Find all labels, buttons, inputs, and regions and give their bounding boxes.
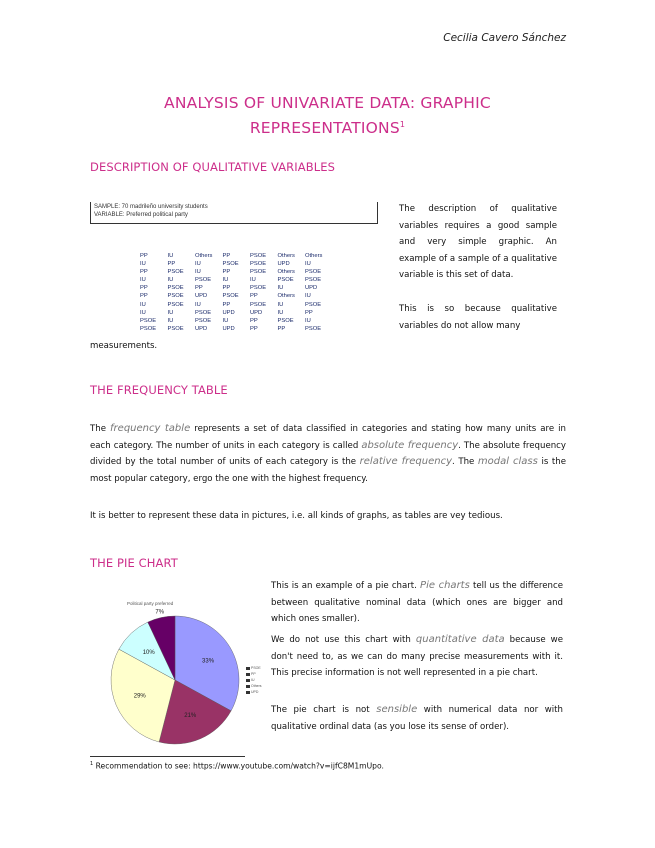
legend-swatch [246,691,250,694]
data-cell: IU [167,277,174,284]
pie-chart-graphic [95,595,265,745]
section-heading-qualitative: DESCRIPTION OF QUALITATIVE VARIABLES [90,160,335,174]
data-cell: PP [250,325,258,332]
data-row [140,276,333,284]
data-cell: Others [277,293,295,300]
term-frequency-table: frequency table [110,423,191,434]
data-cell: IU [195,301,201,308]
footnote: $^1$ Recommendation to see: https://www.youtube.com/watch?v=ijfC8M1mUpo. [90,761,384,771]
pie-paragraph-2: We do not use this chart with quantitative data because we don't need to, as we can do many precise measurements with it. This precise information is not well represented in a pie chart. [271,634,563,679]
term-absolute-frequency: absolute frequency [361,439,459,451]
data-cell: PSOE [250,261,267,268]
author-header: Cecilia Cavero Sánchez [443,32,566,44]
term-sensible: sensible [376,704,418,715]
data-cell: PP [167,261,176,268]
pie-label: 29% [133,693,146,700]
data-cell: PSOE [305,325,322,332]
data-cell: PSOE [305,269,322,276]
data-cell: IU [222,277,229,284]
data-cell: PSOE [250,285,267,292]
title-line-1: ANALYSIS OF UNIVARIATE DATA: GRAPHIC [164,94,491,112]
data-cell: PSOE [167,269,184,276]
data-cell: PP [140,269,148,276]
data-cell: UPD [195,293,208,300]
data-cell: IU [277,285,284,292]
data-cell: PSOE [195,277,212,284]
legend-swatch [246,679,250,682]
data-cell: PP [140,253,148,259]
graphs-paragraph: It is better to represent these data in pictures, i.e. all kinds of graphs, as tables are vey tedious. [90,511,503,521]
data-cell: IU [167,309,174,316]
data-cell: PSOE [140,325,157,332]
data-cell: IU [140,277,146,284]
continuation-text: measurements. [90,341,158,351]
data-cell: UPD [222,309,235,316]
data-cell: PSOE [167,325,184,332]
data-cell: PSOE [305,301,322,308]
data-cell: Others [305,253,323,259]
data-cell: PSOE [250,301,267,308]
pie-label: 7% [155,609,165,616]
footnote-ref[interactable]: 1 [399,120,406,129]
data-cell: PP [277,325,286,332]
data-cell: IU [305,261,311,268]
data-cell: PSOE [195,317,212,324]
data-cell: PSOE [195,309,212,316]
pie-title: Political party preferred [127,601,174,606]
legend-swatch [246,685,250,688]
data-cell: PSOE [167,285,184,292]
data-cell: PP [222,285,231,292]
footnote-divider [90,756,245,757]
pie-chart [95,595,265,745]
sample-line: SAMPLE: 70 madrileño university students [94,204,208,210]
data-row [140,309,333,317]
data-cell: IU [195,261,201,268]
data-cell: Others [195,253,213,259]
data-cell: UPD [195,325,208,332]
data-cell: PP [140,293,148,300]
data-row [140,325,333,333]
pie-label: 21% [184,713,197,720]
section-heading-frequency: THE FREQUENCY TABLE [90,383,228,397]
data-cell: PSOE [250,269,267,276]
data-cell: PP [222,253,231,259]
data-cell: IU [140,301,146,308]
data-cell: IU [167,253,174,259]
data-cell: IU [140,261,146,268]
data-row [140,284,333,292]
legend-label: PP [251,672,256,676]
data-cell: PSOE [222,261,239,268]
data-cell: PP [305,309,313,316]
side-paragraph-1: The description of qualitative variables requires a good sample and very simple graphic. An example of a sample of a qualitative variable is this set of data. [399,204,557,281]
data-cell: IU [277,301,284,308]
term-pie-charts: Pie charts [420,580,470,591]
term-relative-frequency: relative frequency [359,456,453,468]
data-cell: UPD [277,261,290,268]
data-cell: PP [195,285,203,292]
term-quantitative-data: quantitative data [415,634,505,645]
data-row [140,292,333,300]
data-cell: IU [305,317,311,324]
pie-paragraph-1: This is an example of a pie chart. Pie charts tell us the difference between qualitative nominal data (which ones are bigger and which ones smaller). [271,580,563,625]
data-cell: PP [222,301,231,308]
data-cell: PSOE [167,301,184,308]
data-cell: PSOE [222,293,239,300]
legend-swatch [246,667,250,670]
data-cell: IU [305,293,311,300]
data-cell: PSOE [140,317,157,324]
data-row [140,317,333,325]
pie-label: 33% [202,658,215,665]
sample-box [90,202,378,224]
data-cell: PP [222,269,231,276]
data-cell: IU [167,317,174,324]
legend-label: IU [251,678,255,682]
data-cell: IU [277,309,284,316]
data-row [140,268,333,276]
data-cell: PSOE [305,277,322,284]
pie-label: 10% [142,650,155,657]
variable-line: VARIABLE: Preferred political party [94,212,188,218]
legend-label: PSOE [251,666,261,670]
legend-item [246,689,262,695]
data-row [140,260,333,268]
data-cell: Others [277,253,295,259]
data-cell: UPD [250,309,263,316]
data-grid [140,252,333,333]
pie-paragraph-3: The pie chart is not sensible with numerical data nor with qualitative ordinal data (as you lose its sense of order). [271,704,563,732]
pie-legend [246,665,262,695]
data-cell: PP [250,317,258,324]
data-cell: PP [250,293,258,300]
title-line-2: REPRESENTATIONS [249,119,400,138]
data-cell: PP [140,285,148,292]
legend-label: Others [251,684,262,688]
data-cell: PSOE [277,317,294,324]
data-cell: IU [195,269,201,276]
data-cell: UPD [222,325,235,332]
section-heading-pie: THE PIE CHART [90,556,178,570]
footnote-text[interactable]: Recommendation to see: https://www.youtube.com/watch?v=ijfC8M1mUpo. [95,761,384,771]
term-modal-class: modal class [477,456,538,468]
data-cell: PSOE [167,293,184,300]
data-row [140,301,333,309]
data-cell: IU [250,277,256,284]
side-paragraph-2: This is so because qualitative variables do not allow many [399,304,557,331]
data-cell: UPD [305,285,318,292]
data-cell: PSOE [277,277,294,284]
data-cell: Others [277,269,295,276]
data-cell: IU [140,309,146,316]
data-row [140,252,333,260]
legend-swatch [246,673,250,676]
frequency-paragraph: The frequency table represents a set of data classified in categories and stating how many units are in each category. The number of units in each category is called absolute frequency. The absolute frequency divided by the total number of units of each category is the relative frequency. The modal class is the most popular category, ergo the one with the highest frequency. [90,423,567,484]
data-cell: IU [222,317,229,324]
page-title [90,92,565,139]
data-cell: PSOE [250,253,267,259]
legend-label: UPD [251,690,259,694]
